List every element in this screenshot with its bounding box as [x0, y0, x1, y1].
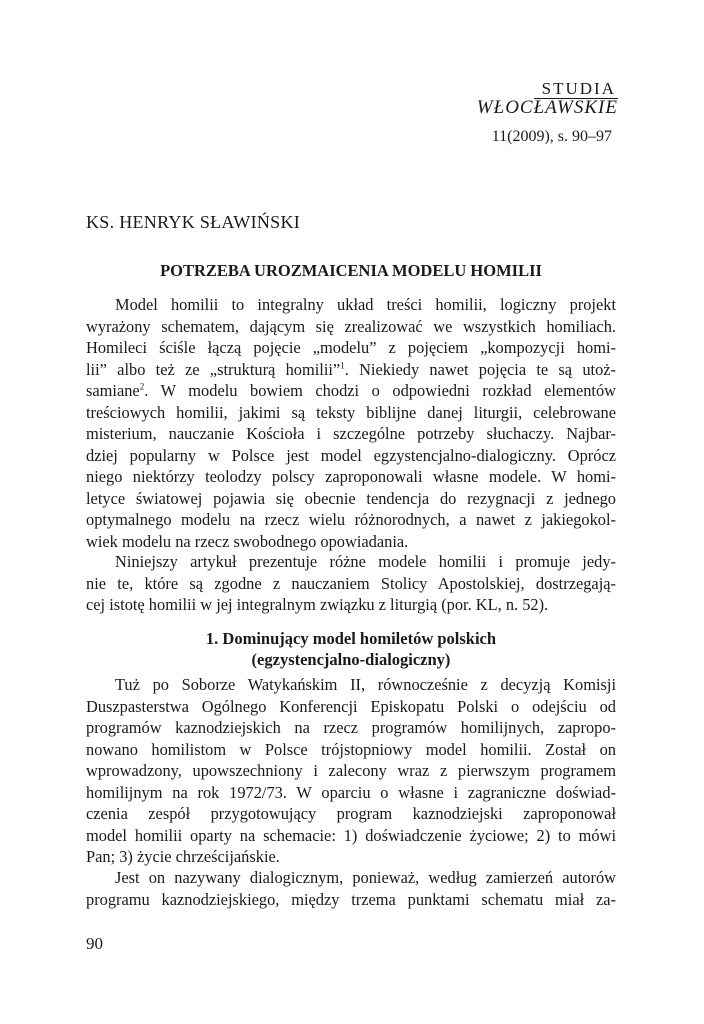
text-line: samiane$^2$. W modelu bowiem chodzi o odpowiedni rozkład elementów — [86, 381, 616, 400]
text-line: letyce światowej pojawia się obecnie tendencja do rezygnacji z jednego — [86, 488, 616, 508]
text-line: Homileci ściśle łączą pojęcie „modelu” z pojęciem „kompozycji homi- — [86, 338, 616, 357]
paragraph-2 — [86, 551, 616, 616]
journal-logo-line2: WŁOCŁAWSKIE — [476, 97, 618, 118]
text-line: homilijnym na rok 1972/73. W oparciu o własne i zagraniczne doświad- — [86, 782, 616, 802]
text-line: wprowadzony, upowszechniony i zalecony wraz z pierwszym programem — [86, 761, 616, 780]
text-line: programów kaznodziejskich na rzecz programów homilijnych, zapropo- — [86, 718, 616, 737]
text-line: treściowych homilii, jakimi są teksty biblijne danej liturgii, celebrowane — [86, 402, 616, 422]
text-line: Pan; 3) życie chrześcijańskie. — [86, 847, 280, 866]
text-line: Duszpasterstwa Ogólnego Konferencji Episkopatu Polski o odejściu od — [86, 696, 616, 716]
section-1-heading — [86, 628, 616, 670]
text-line: Model homilii to integralny układ treści homilii, logiczny projekt — [115, 295, 616, 314]
paragraph-4 — [86, 867, 616, 910]
text-line: Niniejszy artykuł prezentuje różne modele homilii i promuje jedy- — [115, 552, 616, 571]
section-1-heading-line2: (egzystencjalno-dialogiczny) — [251, 650, 451, 669]
footnote-marker: 2 — [139, 381, 145, 392]
text-line: cej istotę homilii w jej integralnym związku z liturgią (por. KL, n. 52). — [86, 595, 549, 614]
text-line: Jest on nazywany dialogicznym, ponieważ, według zamierzeń autorów — [115, 868, 616, 887]
text-line: wyrażony schematem, dającym się zrealizować we wszystkich homiliach. — [86, 316, 616, 336]
text-line: programu kaznodziejskiego, między trzema punktami schematu miał za- — [86, 889, 616, 909]
author-name: KS. HENRYK SŁAWIŃSKI — [86, 212, 301, 232]
journal-logo-line1: STUDIA — [534, 80, 618, 99]
journal-logo — [477, 80, 618, 117]
text-line: model homilii oparty na schemacie: 1) doświadczenie życiowe; 2) to mówi — [86, 825, 616, 845]
article-title: POTRZEBA UROZMAICENIA MODELU HOMILII — [160, 261, 542, 280]
paragraph-3 — [86, 674, 616, 868]
text-line: misterium, nauczanie Kościoła i szczególne potrzeby słuchaczy. Najbar- — [86, 424, 616, 443]
text-line: nie te, które są zgodne z nauczaniem Stolicy Apostolskiej, dostrzegają- — [86, 573, 616, 593]
text-line: dziej popularny w Polsce jest model egzystencjalno-dialogiczny. Oprócz — [86, 445, 616, 465]
paragraph-1 — [86, 294, 616, 552]
text-line: niego niektórzy teolodzy polscy zaproponowali własne modele. W homi- — [86, 467, 616, 486]
text-line: lii” albo też ze „strukturą homilii”$^1$. Niekiedy nawet pojęcia te są utoż- — [86, 359, 616, 379]
text-line: nowano homilistom w Polsce trójstopniowy model homilii. Został on — [86, 739, 616, 759]
section-1-heading-line1: 1. Dominujący model homiletów polskich — [205, 629, 497, 648]
issue-reference: 11(2009), s. 90–97 — [491, 128, 612, 145]
page-number: 90 — [86, 934, 103, 953]
footnote-marker: 1 — [340, 360, 345, 371]
text-line: wiek modelu na rzecz swobodnego opowiadania. — [86, 531, 409, 551]
text-line: Tuż po Soborze Watykańskim II, równocześnie z decyzją Komisji — [115, 675, 616, 694]
text-line: optymalnego modelu na rzecz wielu różnorodnych, a nawet z jakiegokol- — [86, 510, 616, 529]
text-line: czenia zespół przygotowujący program kaznodziejski zaproponował — [86, 804, 616, 823]
